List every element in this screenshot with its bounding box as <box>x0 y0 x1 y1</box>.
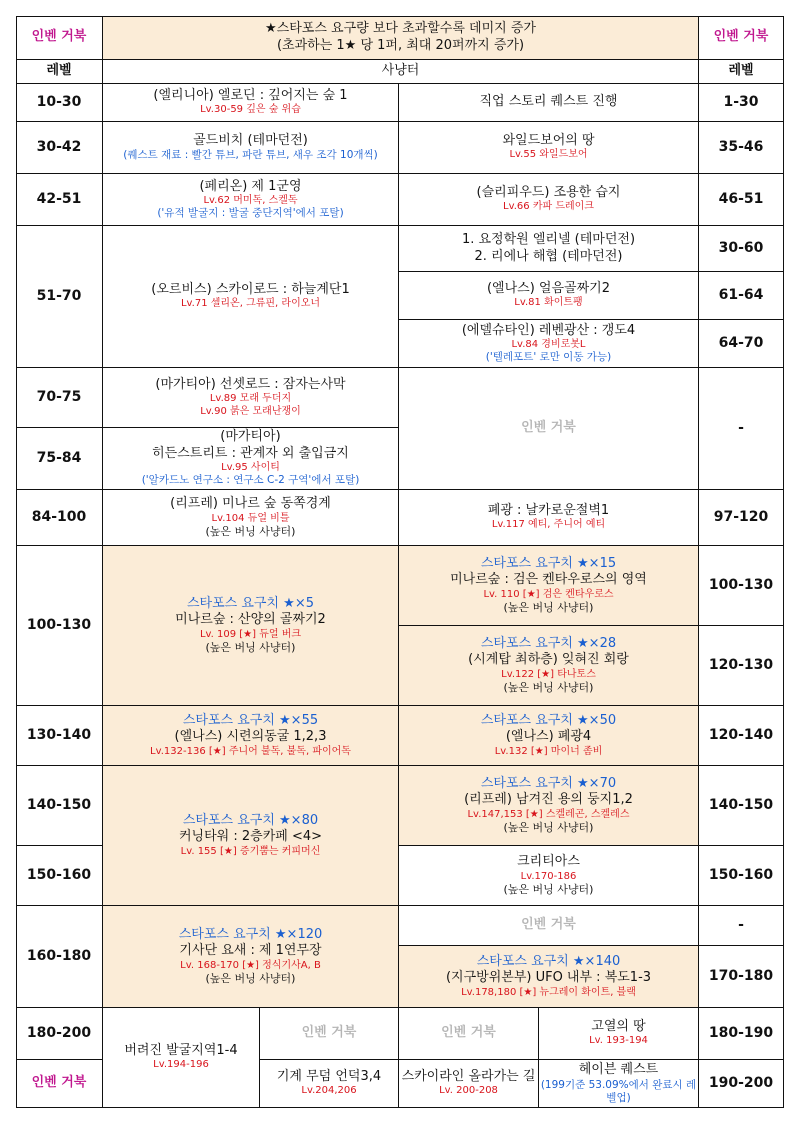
row11-right-a-level: - <box>699 906 784 946</box>
row4-right-a-cell: 1. 요정학원 엘리넬 (테마던전) 2. 리에나 해협 (테마던전) <box>399 226 699 272</box>
row7-level-left: 84-100 <box>16 490 103 546</box>
row11-right-b-cell: 스타포스 요구치 ★×140 (지구방위본부) UFO 내부 : 복도1-3 Lv.178,180 [★] 뉴그레이 화이트, 블랙 <box>399 946 699 1008</box>
row4-right-c-cell: (에델슈타인) 레벤광산 : 갱도4 Lv.84 경비로봇L ('텔레포트' 로만 이동 가능) <box>399 320 699 368</box>
row8-right-a-level: 100-130 <box>699 546 784 626</box>
row2-right-cell: 와일드보어의 땅 Lv.55 와일드보어 <box>399 122 699 174</box>
row3-level-right: 46-51 <box>699 174 784 226</box>
row12-level-left: 180-200 <box>16 1008 103 1060</box>
header-left-label: 인벤 거북 <box>16 16 103 60</box>
row2-level-right: 35-46 <box>699 122 784 174</box>
row11-right-a-cell: 인벤 거북 <box>399 906 699 946</box>
row9-level-right: 120-140 <box>699 706 784 766</box>
row9-right-cell: 스타포스 요구치 ★×50 (엘나스) 폐광4 Lv.132 [★] 마이너 좀비 <box>399 706 699 766</box>
row12-level-right-a: 180-190 <box>699 1008 784 1060</box>
row6-left-cell: (마가티아) 히든스트리트 : 관계자 외 출입금지 Lv.95 사이티 ('알카드노 연구소 : 연구소 C-2 구역'에서 포탈) <box>103 428 399 490</box>
row12-col1-cell: 버려진 발굴지역1-4 Lv.194-196 <box>103 1008 260 1108</box>
notice-line1: ★스타포스 요구량 보다 초과할수록 데미지 증가 <box>265 21 536 37</box>
row10-level-left-b: 150-160 <box>16 846 103 906</box>
row11-left-cell: 스타포스 요구치 ★×120 기사단 요새 : 제 1연무장 Lv. 168-170 [★] 정식기사A, B (높은 버닝 사냥터) <box>103 906 399 1008</box>
row11-level-left: 160-180 <box>16 906 103 1008</box>
row6-level-left: 75-84 <box>16 428 103 490</box>
row4-right-b-level: 61-64 <box>699 272 784 320</box>
row10-right-b-level: 150-160 <box>699 846 784 906</box>
row56-right-cell: 인벤 거북 <box>399 368 699 490</box>
row1-left-cell: (엘리니아) 엘로딘 : 깊어지는 숲 1 Lv.30-59 깊은 숲 위습 <box>103 84 399 122</box>
row2-level-left: 30-42 <box>16 122 103 174</box>
header-right-label: 인벤 거북 <box>699 16 784 60</box>
row12-col3-top: 인벤 거북 <box>399 1008 539 1060</box>
row12-col4-top: 고열의 땅 Lv. 193-194 <box>539 1008 699 1060</box>
row8-right-b-cell: 스타포스 요구치 ★×28 (시계탑 최하층) 잊혀진 회랑 Lv.122 [★] 타나토스 (높은 버닝 사냥터) <box>399 626 699 706</box>
row8-level-left: 100-130 <box>16 546 103 706</box>
row3-level-left: 42-51 <box>16 174 103 226</box>
row9-level-left: 130-140 <box>16 706 103 766</box>
row12-col4-bottom: 헤이븐 퀘스트 (199기준 53.09%에서 완료시 레벨업) <box>539 1060 699 1108</box>
level-header-left: 레벨 <box>16 60 103 84</box>
row4-right-a-level: 30-60 <box>699 226 784 272</box>
row1-level-right: 1-30 <box>699 84 784 122</box>
row3-right-cell: (슬리피우드) 조용한 습지 Lv.66 카파 드레이크 <box>399 174 699 226</box>
row10-right-a-cell: 스타포스 요구치 ★×70 (리프레) 남겨진 용의 둥지1,2 Lv.147,153 [★] 스켈레곤, 스켈레스 (높은 버닝 사냥터) <box>399 766 699 846</box>
row3-left-cell: (페리온) 제 1군영 Lv.62 머미독, 스켈독 ('유적 발굴지 : 발굴 중단지역'에서 포탈) <box>103 174 399 226</box>
row9-left-cell: 스타포스 요구치 ★×55 (엘나스) 시련의동굴 1,2,3 Lv.132-136 [★] 주니어 불독, 불독, 파이어독 <box>103 706 399 766</box>
row4-level-left: 51-70 <box>16 226 103 368</box>
row10-level-left-a: 140-150 <box>16 766 103 846</box>
row10-right-a-level: 140-150 <box>699 766 784 846</box>
row5-left-cell: (마가티아) 선셋로드 : 잠자는사막 Lv.89 모래 두더지 Lv.90 붉은 모래난쟁이 <box>103 368 399 428</box>
row12-level-right-b: 190-200 <box>699 1060 784 1108</box>
row7-left-cell: (리프레) 미나르 숲 동쪽경계 Lv.104 듀얼 비틀 (높은 버닝 사냥터) <box>103 490 399 546</box>
hunting-ground-header: 사냥터 <box>103 60 699 84</box>
row12-col2-top: 인벤 거북 <box>260 1008 399 1060</box>
row7-level-right: 97-120 <box>699 490 784 546</box>
row8-left-cell: 스타포스 요구치 ★×5 미나르숲 : 산양의 골짜기2 Lv. 109 [★] 듀얼 버크 (높은 버닝 사냥터) <box>103 546 399 706</box>
row56-right-level: - <box>699 368 784 490</box>
row1-level-left: 10-30 <box>16 84 103 122</box>
row7-right-cell: 폐광 : 날카로운절벽1 Lv.117 예티, 주니어 예티 <box>399 490 699 546</box>
row10-right-b-cell: 크리티아스 Lv.170-186 (높은 버닝 사냥터) <box>399 846 699 906</box>
notice-line2: (초과하는 1★ 당 1퍼, 최대 20퍼까지 증가) <box>276 37 525 53</box>
level-header-right: 레벨 <box>699 60 784 84</box>
row10-left-cell: 스타포스 요구치 ★×80 커닝타워 : 2층카페 <4> Lv. 155 [★] 증기뿜는 커피머신 <box>103 766 399 906</box>
row2-left-cell: 골드비치 (테마던전) (퀘스트 재료 : 빨간 튜브, 파란 튜브, 새우 조각 10개씩) <box>103 122 399 174</box>
row12-col2-bottom: 기계 무덤 언덕3,4 Lv.204,206 <box>260 1060 399 1108</box>
row1-right-cell: 직업 스토리 퀘스트 진행 <box>399 84 699 122</box>
row8-right-b-level: 120-130 <box>699 626 784 706</box>
row12-left-bottom-label: 인벤 거북 <box>16 1060 103 1108</box>
row5-level-left: 70-75 <box>16 368 103 428</box>
row4-right-c-level: 64-70 <box>699 320 784 368</box>
row4-right-b-cell: (엘나스) 얼음골짜기2 Lv.81 화이트팽 <box>399 272 699 320</box>
row8-right-a-cell: 스타포스 요구치 ★×15 미나르숲 : 검은 켄타우로스의 영역 Lv. 110 [★] 검은 켄타우로스 (높은 버닝 사냥터) <box>399 546 699 626</box>
row11-right-b-level: 170-180 <box>699 946 784 1008</box>
row4-left-cell: (오르비스) 스카이로드 : 하늘계단1 Lv.71 셀리온, 그류핀, 라이오너 <box>103 226 399 368</box>
row12-col3-bottom: 스카이라인 올라가는 길 Lv. 200-208 <box>399 1060 539 1108</box>
notice-banner <box>103 16 699 60</box>
